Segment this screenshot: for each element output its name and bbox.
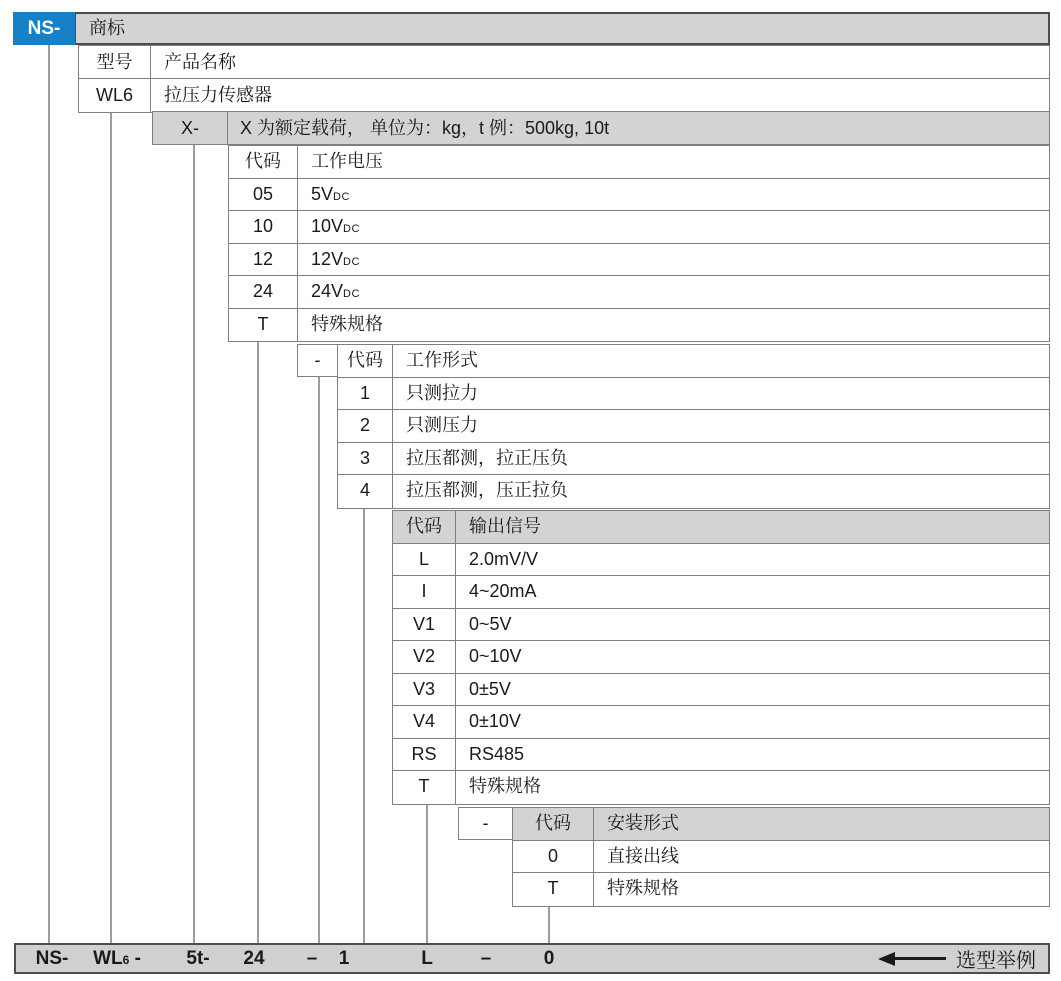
code-cell: 05 [229, 179, 298, 211]
value-cell: 拉压都测，拉正压负 [406, 447, 568, 468]
table-row [393, 739, 1049, 772]
table-row [393, 544, 1049, 577]
code-cell: 0 [513, 841, 594, 873]
voltage-unit-sub: DC [343, 288, 360, 300]
value-cell: 2.0mV/V [469, 548, 539, 569]
brand-label: 商标 [89, 18, 125, 38]
value-cell [298, 276, 1049, 308]
table-header-row [79, 46, 1049, 79]
example-code: 1 [338, 947, 350, 969]
example-code: NS- [35, 947, 69, 969]
code-cell: 24 [229, 276, 298, 308]
code-cell: V2 [393, 641, 456, 673]
code-cell: V3 [393, 674, 456, 706]
output-col-header: 输出信号 [469, 516, 541, 536]
table-row [393, 674, 1049, 707]
voltage-value: 5V [311, 183, 334, 204]
mounting-table [512, 807, 1050, 907]
table-row [229, 179, 1049, 212]
model-table [78, 45, 1050, 113]
dash-separator: - [482, 813, 489, 833]
table-header-row [393, 511, 1049, 544]
code-cell: RS [393, 739, 456, 771]
value-cell: 特殊规格 [469, 776, 541, 796]
code-cell: 12 [229, 244, 298, 276]
voltage-unit-sub: DC [343, 255, 360, 268]
voltage-value: 12V [311, 248, 344, 269]
value-cell: 只测拉力 [406, 382, 478, 403]
value-cell [298, 179, 1049, 211]
value-cell: 拉压都测，压正拉负 [406, 480, 568, 500]
mount-dash-cell [458, 807, 513, 840]
code-cell: 4 [338, 475, 393, 508]
example-dash: – [480, 947, 492, 969]
connector-line [110, 111, 112, 943]
product-name: 拉压力传感器 [164, 85, 272, 105]
value-cell: 0±5V [469, 678, 511, 699]
product-name-col-header: 产品名称 [164, 52, 236, 72]
value-cell: 特殊规格 [607, 878, 679, 898]
mount-col-header: 安装形式 [607, 813, 679, 833]
example-code-part: WL [93, 947, 123, 969]
table-row [79, 79, 1049, 112]
voltage-value: 24V [311, 281, 344, 301]
brand-prefix: NS- [27, 17, 61, 39]
code-cell: T [393, 771, 456, 804]
arrow-tail-line [894, 957, 946, 960]
value-cell: 0~5V [469, 613, 512, 634]
code-cell: I [393, 576, 456, 608]
table-row [338, 410, 1049, 443]
code-cell: T [513, 873, 594, 906]
table-row [513, 873, 1049, 906]
example-code: L [421, 947, 433, 969]
table-row [229, 211, 1049, 244]
table-row [393, 576, 1049, 609]
workmode-col-header: 工作形式 [406, 350, 478, 370]
output-signal-table [392, 510, 1050, 805]
rated-load-row [152, 111, 1050, 145]
example-code: 0 [543, 947, 555, 969]
code-cell: 3 [338, 443, 393, 475]
code-col-header: 代码 [393, 511, 456, 543]
dash-separator: - [314, 350, 321, 370]
code-cell: 2 [338, 410, 393, 442]
value-cell [298, 309, 1049, 342]
example-code: 24 [243, 947, 265, 969]
table-row [229, 309, 1049, 342]
example-code [93, 948, 141, 970]
table-row [393, 706, 1049, 739]
example-dash: – [306, 947, 318, 969]
table-row [393, 609, 1049, 642]
workmode-dash-cell [297, 344, 338, 377]
left-arrow-icon [878, 952, 895, 966]
table-row [338, 378, 1049, 411]
voltage-table [228, 145, 1050, 342]
table-row [513, 841, 1049, 874]
voltage-value: 10V [311, 216, 344, 236]
model-col-header: 型号 [79, 46, 151, 78]
connector-line [363, 506, 365, 943]
table-row [229, 244, 1049, 277]
table-row [338, 443, 1049, 476]
voltage-col-header: 工作电压 [311, 151, 383, 171]
workmode-table [337, 344, 1050, 509]
value-cell: 直接出线 [607, 845, 679, 866]
table-row [338, 475, 1049, 508]
code-col-header: 代码 [513, 808, 594, 840]
load-description: X 为额定载荷， 单位为：kg，t 例：500kg, 10t [240, 118, 610, 138]
voltage-unit-sub: DC [333, 190, 350, 203]
voltage-value: 特殊规格 [311, 313, 383, 334]
example-label: 选型举例 [956, 950, 1036, 972]
value-cell: 0~10V [469, 646, 522, 666]
code-cell: V4 [393, 706, 456, 738]
value-cell: 只测压力 [406, 415, 478, 435]
load-code: X- [153, 112, 228, 144]
table-header-row [229, 146, 1049, 179]
code-cell: L [393, 544, 456, 576]
connector-line [193, 144, 195, 943]
code-cell: T [229, 309, 298, 342]
table-row [393, 641, 1049, 674]
example-pointer [878, 945, 1036, 972]
value-cell: 4~20mA [469, 581, 537, 601]
value-cell: 0±10V [469, 711, 521, 731]
model-code: WL6 [79, 79, 151, 112]
connector-line [426, 803, 428, 943]
connector-line [318, 376, 320, 943]
example-code-subscript: 6 [122, 952, 130, 967]
example-code: 5t- [186, 947, 210, 969]
code-col-header: 代码 [229, 146, 298, 178]
connector-line [48, 44, 50, 943]
code-cell: 1 [338, 378, 393, 410]
example-code-part: - [129, 947, 141, 969]
table-header-row [513, 808, 1049, 841]
brand-prefix-box [13, 12, 75, 45]
brand-bar [74, 12, 1050, 45]
connector-line [257, 340, 259, 943]
value-cell [298, 211, 1049, 243]
example-bar [14, 943, 1050, 974]
connector-line [548, 904, 550, 943]
table-header-row [338, 345, 1049, 378]
code-col-header: 代码 [338, 345, 393, 377]
code-cell: 10 [229, 211, 298, 243]
code-cell: V1 [393, 609, 456, 641]
value-cell: RS485 [469, 743, 525, 764]
value-cell [298, 244, 1049, 276]
table-row [393, 771, 1049, 804]
table-row [229, 276, 1049, 309]
voltage-unit-sub: DC [343, 223, 360, 235]
